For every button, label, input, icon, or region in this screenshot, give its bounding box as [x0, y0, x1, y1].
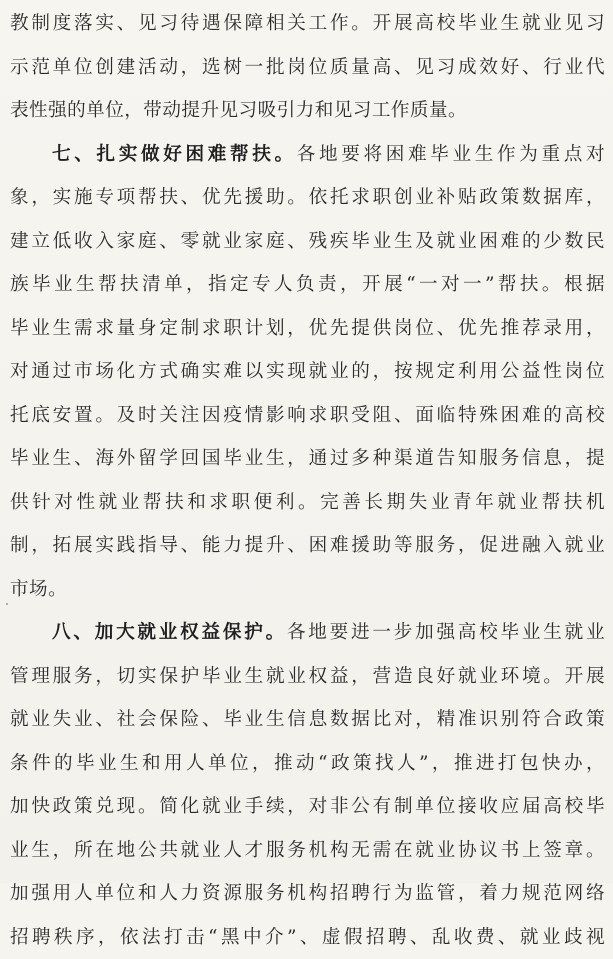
text-line: 市场。: [10, 568, 605, 612]
text-line: 建立低收入家庭、零就业家庭、残疾毕业生及就业困难的少数民: [10, 220, 605, 264]
scan-speck: [6, 603, 8, 605]
section-heading-8: 八、加大就业权益保护。: [52, 622, 287, 643]
text-line: 管理服务，切实保护毕业生就业权益，营造良好就业环境。开展: [10, 655, 605, 699]
text-line: 毕业生、海外留学回国毕业生，通过多种渠道告知服务信息，提: [10, 437, 605, 481]
text-run: 各地要将困难毕业生作为重点对: [297, 144, 605, 165]
text-line: 示范单位创建活动，选树一批岗位质量高、见习成效好、行业代: [10, 46, 605, 90]
text-line: 条件的毕业生和用人单位，推动“政策找人”，推进打包快办，: [10, 742, 605, 786]
text-line: 加强用人单位和人力资源服务机构招聘行为监管，着力规范网络: [10, 872, 605, 916]
text-line: 业生，所在地公共就业人才服务机构无需在就业协议书上签章。: [10, 829, 605, 873]
text-line: 对通过市场化方式确实难以实现就业的，按规定利用公益性岗位: [10, 350, 605, 394]
text-line: 制，拓展实践指导、能力提升、困难援助等服务，促进融入就业: [10, 524, 605, 568]
text-line: 族毕业生帮扶清单，指定专人负责，开展“一对一”帮扶。根据: [10, 263, 605, 307]
text-line: 教制度落实、见习待遇保障相关工作。开展高校毕业生就业见习: [10, 2, 605, 46]
text-line: 表性强的单位，带动提升见习吸引力和见习工作质量。: [10, 89, 605, 133]
text-line: 托底安置。及时关注因疫情影响求职受阻、面临特殊困难的高校: [10, 394, 605, 438]
text-line: 招聘秩序，依法打击“黑中介”、虚假招聘、乱收费、就业歧视: [10, 916, 605, 959]
section-first-line: [10, 611, 605, 655]
text-line: 就业失业、社会保险、毕业生信息数据比对，精准识别符合政策: [10, 698, 605, 742]
text-line: 象，实施专项帮扶、优先援助。依托求职创业补贴政策数据库，: [10, 176, 605, 220]
section-first-line: [10, 133, 605, 177]
text-line: 供针对性就业帮扶和求职便利。完善长期失业青年就业帮扶机: [10, 481, 605, 525]
text-line: 毕业生需求量身定制求职计划，优先提供岗位、优先推荐录用，: [10, 307, 605, 351]
text-line: 加快政策兑现。简化就业手续，对非公有制单位接收应届高校毕: [10, 785, 605, 829]
section-heading-7: 七、扎实做好困难帮扶。: [52, 144, 297, 165]
document-body: [10, 2, 605, 959]
text-run: 各地要进一步加强高校毕业生就业: [287, 622, 605, 643]
